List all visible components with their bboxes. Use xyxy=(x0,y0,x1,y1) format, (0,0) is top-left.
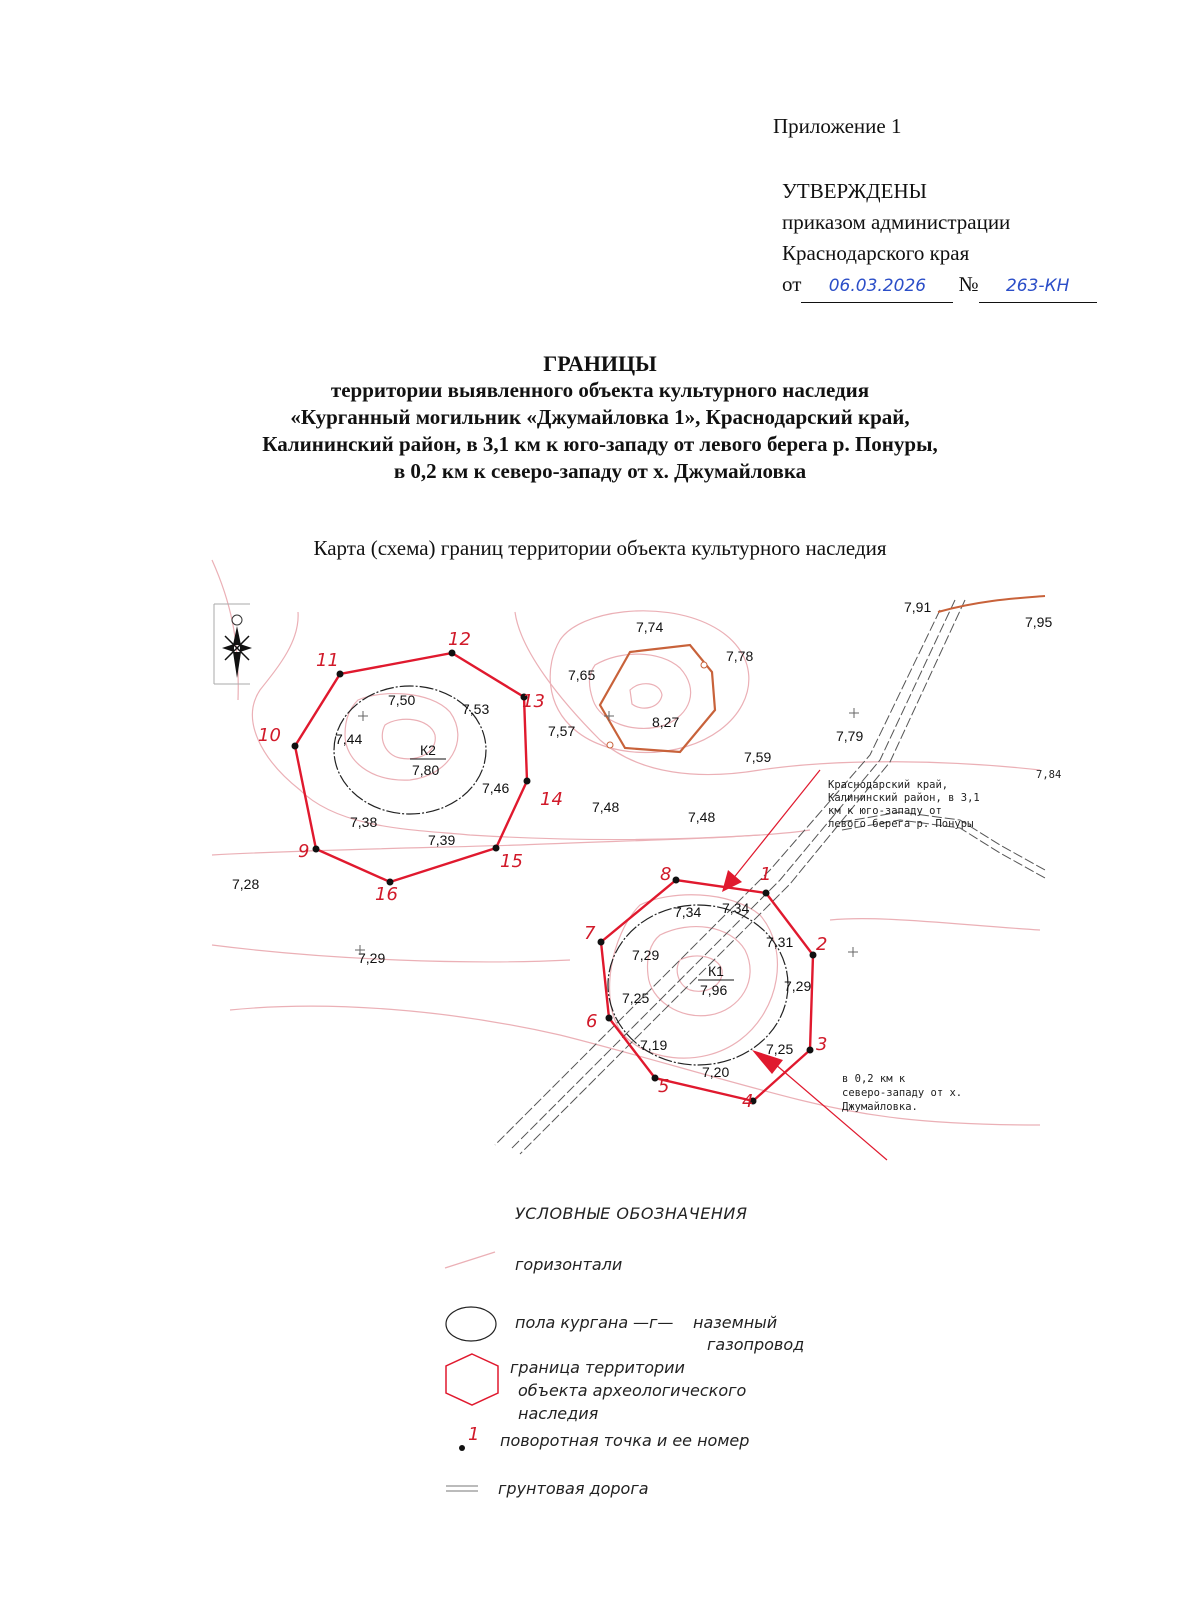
annotation-2-line: в 0,2 км к xyxy=(842,1073,906,1085)
legend-boundary-line: наследия xyxy=(518,1404,599,1423)
elevation-label: 7,50 xyxy=(388,692,416,708)
legend-boundary-line: объекта археологического xyxy=(518,1381,747,1400)
mound-top-marker xyxy=(701,662,707,668)
annotation-1-line: Краснодарский край, xyxy=(828,779,949,791)
title-line-4: в 0,2 км к северо-западу от х. Джумайловка xyxy=(393,459,807,483)
annotation-2-line: Джумайловка. xyxy=(842,1101,918,1113)
point-number: 9 xyxy=(298,841,310,862)
turning-points xyxy=(292,650,817,1105)
title-heading: ГРАНИЦЫ xyxy=(543,351,657,376)
legend-point-number: 1 xyxy=(468,1424,480,1445)
elevation-label: 7,29 xyxy=(358,950,386,966)
approval-line-2: приказом администрации xyxy=(782,210,1011,234)
annotation-2-line: северо-западу от х. xyxy=(842,1087,963,1099)
legend-point: поворотная точка и ее номер xyxy=(500,1431,750,1450)
mound-k2-name: К2 xyxy=(420,742,436,758)
point-number: 14 xyxy=(540,789,563,810)
elevation-label: 7,19 xyxy=(640,1037,668,1053)
elevation-label: 7,31 xyxy=(766,934,794,950)
approved-label: УТВЕРЖДЕНЫ xyxy=(782,179,927,203)
point-number: 8 xyxy=(660,864,672,885)
elevation-label: 7,38 xyxy=(350,814,378,830)
point-number: 2 xyxy=(816,934,828,955)
elevation-label: 7,95 xyxy=(1025,614,1053,630)
elevation-label: 7,48 xyxy=(592,799,620,815)
point-number: 12 xyxy=(448,629,471,650)
title-line-1: территории выявленного объекта культурного наследия xyxy=(330,378,870,402)
annotation-1-line: левого берега р. Понуры xyxy=(828,818,974,830)
legend-title: УСЛОВНЫЕ ОБОЗНАЧЕНИЯ xyxy=(515,1204,748,1223)
elevation-label: 7,91 xyxy=(904,599,932,615)
legend-mound: пола кургана xyxy=(515,1313,629,1332)
elevation-label: 7,74 xyxy=(636,619,664,635)
point-number: 5 xyxy=(658,1076,670,1097)
number-handwritten: 263-КН xyxy=(1005,276,1070,296)
number-prefix: № xyxy=(958,272,979,296)
point-number: 1 xyxy=(760,864,772,885)
appendix-label: Приложение 1 xyxy=(773,114,902,138)
elevation-label: 7,25 xyxy=(622,990,650,1006)
point-number: 16 xyxy=(375,884,398,905)
legend-boundary-line: граница территории xyxy=(510,1358,685,1377)
map-subtitle: Карта (схема) границ территории объекта культурного наследия xyxy=(313,536,887,560)
elevation-label: 7,34 xyxy=(722,900,750,916)
point-number: 15 xyxy=(500,851,523,872)
point-number: 6 xyxy=(586,1011,598,1032)
elevation-label: 7,44 xyxy=(335,731,363,747)
title-line-2: «Курганный могильник «Джумайловка 1», Краснодарский край, xyxy=(290,405,910,429)
legend-gas-2: газопровод xyxy=(707,1335,805,1354)
legend-road: грунтовая дорога xyxy=(498,1479,649,1498)
north-arrow-icon xyxy=(214,604,252,684)
legend-point-symbol xyxy=(459,1445,465,1451)
point-number: 3 xyxy=(816,1034,828,1055)
legend-gas-symbol: —г— xyxy=(633,1313,674,1332)
mound-top-outline xyxy=(600,645,715,752)
date-handwritten: 06.03.2026 xyxy=(828,276,927,296)
point-number: 7 xyxy=(584,923,596,944)
elevation-label: 7,20 xyxy=(702,1064,730,1080)
elevation-label: 7,59 xyxy=(744,749,772,765)
elevation-label: 7,29 xyxy=(784,978,812,994)
title-line-3: Калининский район, в 3,1 км к юго-западу от левого берега р. Понуры, xyxy=(262,432,938,456)
point-number: 11 xyxy=(316,650,339,671)
elevation-label: 7,25 xyxy=(766,1041,794,1057)
elevation-label: 8,27 xyxy=(652,714,680,730)
elevation-label: 7,48 xyxy=(688,809,716,825)
elevation-label: 7,65 xyxy=(568,667,596,683)
elevation-label: 7,46 xyxy=(482,780,510,796)
legend-gas-1: наземный xyxy=(693,1313,778,1332)
elevation-label: 7,57 xyxy=(548,723,576,739)
legend-contour-symbol xyxy=(445,1252,495,1268)
mound-k1-height: 7,96 xyxy=(700,982,728,998)
annotation-1-line: км к юго-западу от xyxy=(828,805,942,817)
mound-k2-height: 7,80 xyxy=(412,762,440,778)
mound-k1-name: К1 xyxy=(708,963,724,979)
elevation-label: 7,34 xyxy=(674,904,702,920)
from-prefix: от xyxy=(782,272,802,296)
elevation-label: 7,53 xyxy=(462,701,490,717)
legend-boundary-symbol xyxy=(446,1354,498,1405)
annotation-1-cut: 7,84 xyxy=(1036,769,1062,781)
legend-contours: горизонтали xyxy=(515,1255,623,1274)
elevation-label: 7,39 xyxy=(428,832,456,848)
point-number: 13 xyxy=(522,691,545,712)
mound-top-marker xyxy=(607,742,613,748)
legend-mound-symbol xyxy=(446,1307,496,1341)
point-number: 10 xyxy=(258,725,281,746)
elevation-label: 7,79 xyxy=(836,728,864,744)
elevation-label: 7,28 xyxy=(232,876,260,892)
point-number: 4 xyxy=(742,1091,754,1112)
elevation-label: 7,78 xyxy=(726,648,754,664)
approval-line-3: Краснодарского края xyxy=(782,241,970,265)
contour-top-right xyxy=(938,596,1045,612)
elevation-label: 7,29 xyxy=(632,947,660,963)
annotation-1-line: Калининский район, в 3,1 xyxy=(828,792,980,804)
mound-k1-edge xyxy=(608,905,788,1065)
